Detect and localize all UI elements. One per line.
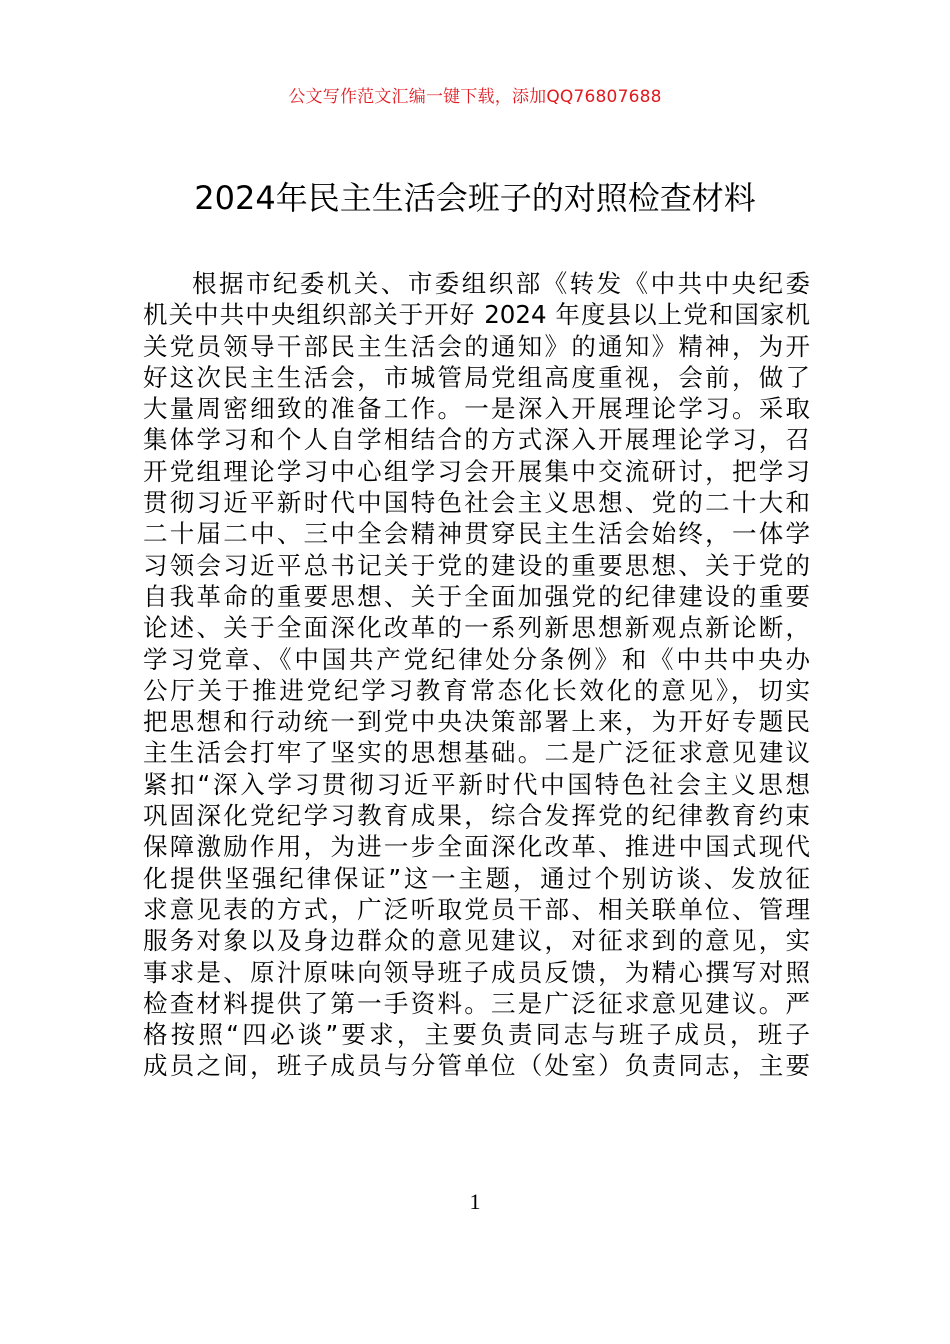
promo-header-note: 公文写作范文汇编一键下载，添加QQ76807688 [288,87,662,107]
body-line: 主生活会打牢了坚实的思想基础。二是广泛征求意见建议 [143,738,810,768]
body-line: 开党组理论学习中心组学习会开展集中交流研讨，把学习 [143,456,810,486]
page-number: 1 [469,1189,481,1214]
body-line: 事求是、原汁原味向领导班子成员反馈，为精心撰写对照 [143,957,810,987]
body-line: 学习党章、《中国共产党纪律处分条例》和《中共中央办 [143,644,810,674]
document-body-paragraph [143,268,810,1082]
body-line: 二十届二中、三中全会精神贯穿民主生活会始终，一体学 [143,519,810,549]
body-line: 大量周密细致的准备工作。一是深入开展理论学习。采取 [143,394,810,424]
body-line: 化提供坚强纪律保证”这一主题，通过个别访谈、发放征 [143,863,810,893]
body-line: 自我革命的重要思想、关于全面加强党的纪律建设的重要 [143,581,810,611]
body-line: 服务对象以及身边群众的意见建议，对征求到的意见，实 [143,926,810,956]
body-line: 求意见表的方式，广泛听取党员干部、相关联单位、管理 [143,894,810,924]
body-line: 紧扣“深入学习贯彻习近平新时代中国特色社会主义思想 [143,769,810,799]
body-line: 关党员领导干部民主生活会的通知》的通知》精神，为开 [143,331,810,361]
body-line: 把思想和行动统一到党中央决策部署上来，为开好专题民 [143,707,810,737]
body-line: 根据市纪委机关、市委组织部《转发《中共中央纪委 [192,269,810,298]
document-title: 2024年民主生活会班子的对照检查材料 [194,179,756,217]
body-line: 公厅关于推进党纪学习教育常态化长效化的意见》，切实 [143,675,810,705]
body-line: 贯彻习近平新时代中国特色社会主义思想、党的二十大和 [143,488,810,518]
body-line: 论述、关于全面深化改革的一系列新思想新观点新论断， [143,613,810,643]
body-line: 成员之间，班子成员与分管单位（处室）负责同志，主要 [143,1051,810,1081]
body-line: 集体学习和个人自学相结合的方式深入开展理论学习，召 [143,425,810,455]
body-line: 机关中共中央组织部关于开好 2024 年度县以上党和国家机 [143,300,810,330]
body-line: 习领会习近平总书记关于党的建设的重要思想、关于党的 [143,550,810,580]
body-line: 好这次民主生活会，市城管局党组高度重视，会前，做了 [143,362,810,392]
body-line: 保障激励作用，为进一步全面深化改革、推进中国式现代 [143,832,810,862]
body-line: 检查材料提供了第一手资料。三是广泛征求意见建议。严 [143,988,810,1018]
body-line: 巩固深化党纪学习教育成果，综合发挥党的纪律教育约束 [143,801,810,831]
body-line: 格按照“四必谈”要求，主要负责同志与班子成员，班子 [143,1020,810,1050]
